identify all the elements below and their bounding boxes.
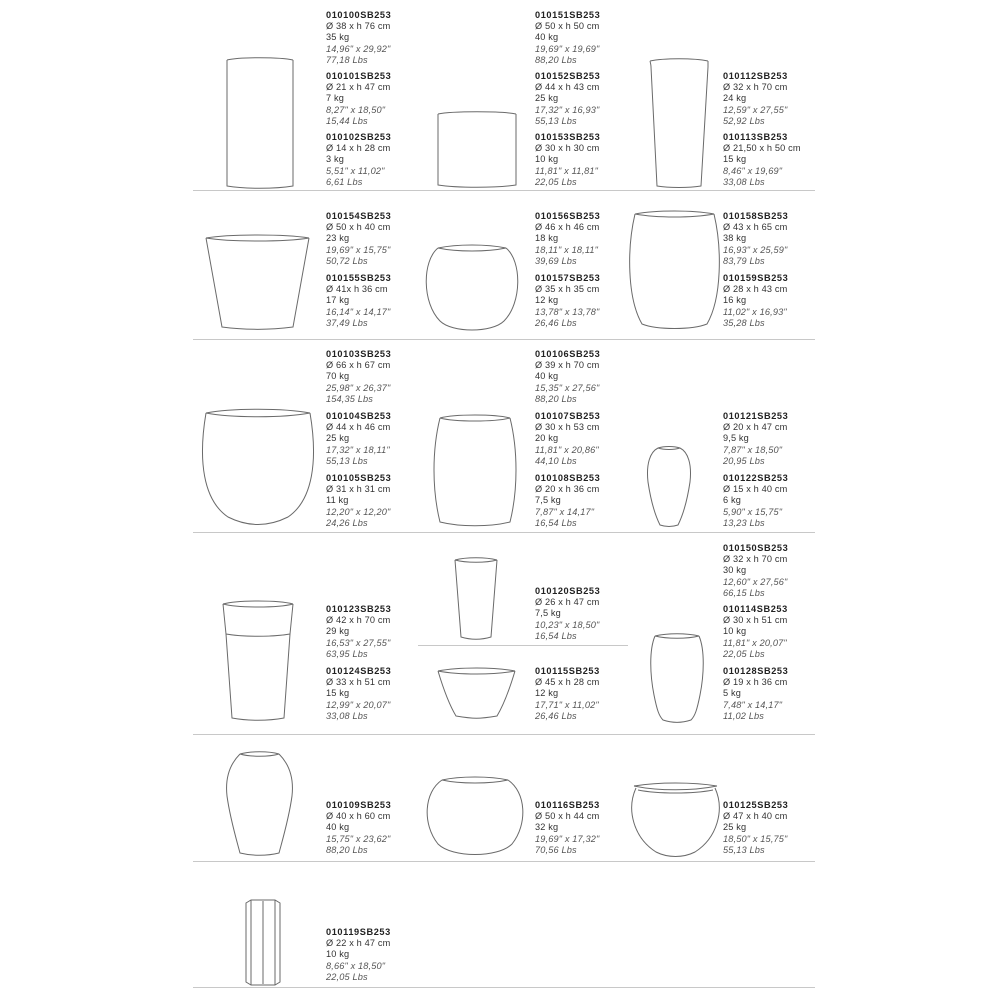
product-code: 010104SB253: [326, 411, 392, 421]
product-inches: 16,93" x 25,59": [723, 244, 788, 255]
product-weight: 12 kg: [535, 688, 559, 699]
product-inches: 8,46" x 19,69": [723, 165, 783, 176]
product-lbs: 6,61 Lbs: [326, 176, 363, 187]
product-code: 010124SB253: [326, 666, 392, 676]
product-weight: 40 kg: [535, 371, 559, 382]
product-inches: 14,96" x 29,92": [326, 43, 391, 54]
product-spec: [723, 273, 788, 329]
product-inches: 13,78" x 13,78": [535, 306, 600, 317]
product-code: 010152SB253: [535, 71, 601, 81]
product-inches: 12,99" x 20,07": [326, 699, 391, 710]
product-dimensions: Ø 45 x h 28 cm: [535, 677, 600, 688]
product-inches: 17,71" x 11,02": [535, 699, 599, 710]
product-inches: 11,81" x 20,86": [535, 444, 599, 455]
product-spec: [535, 132, 600, 188]
product-dimensions: Ø 28 x h 43 cm: [723, 284, 788, 295]
product-lbs: 37,49 Lbs: [326, 317, 368, 328]
product-code: 010113SB253: [723, 132, 788, 142]
product-weight: 32 kg: [535, 822, 559, 833]
product-inches: 15,75" x 23,62": [326, 833, 391, 844]
product-code: 010108SB253: [535, 473, 601, 483]
product-dimensions: Ø 30 x h 51 cm: [723, 615, 788, 626]
product-weight: 40 kg: [326, 822, 350, 833]
urn-vase-illustration: [222, 748, 297, 858]
product-spec: [326, 71, 391, 127]
product-lbs: 154,35 Lbs: [326, 393, 373, 404]
product-code: 010151SB253: [535, 10, 601, 20]
row-divider: [193, 734, 815, 735]
product-lbs: 16,54 Lbs: [535, 630, 577, 641]
product-inches: 17,32" x 16,93": [535, 104, 600, 115]
product-dimensions: Ø 38 x h 76 cm: [326, 21, 391, 32]
product-spec: [723, 666, 788, 722]
product-code: 010156SB253: [535, 211, 601, 221]
product-spec: [326, 273, 391, 329]
product-dimensions: Ø 50 x h 50 cm: [535, 21, 600, 32]
product-weight: 35 kg: [326, 32, 350, 43]
product-spec: [535, 586, 600, 642]
product-spec: [326, 349, 391, 405]
product-lbs: 22,05 Lbs: [326, 971, 368, 982]
product-code: 010120SB253: [535, 586, 601, 596]
product-weight: 24 kg: [723, 93, 747, 104]
product-code: 010158SB253: [723, 211, 789, 221]
product-inches: 11,81" x 20,07": [723, 637, 787, 648]
product-dimensions: Ø 26 x h 47 cm: [535, 597, 600, 608]
product-dimensions: Ø 21 x h 47 cm: [326, 82, 391, 93]
product-dimensions: Ø 35 x h 35 cm: [535, 284, 600, 295]
egg-planter-illustration: [198, 405, 318, 530]
product-spec: [326, 473, 391, 529]
product-spec: [535, 349, 600, 405]
product-inches: 16,53" x 27,55": [326, 637, 391, 648]
product-inches: 5,51" x 11,02": [326, 165, 385, 176]
product-code: 010155SB253: [326, 273, 392, 283]
product-spec: [723, 132, 801, 188]
product-lbs: 39,69 Lbs: [535, 255, 577, 266]
product-dimensions: Ø 50 x h 40 cm: [326, 222, 391, 233]
slim-tapered-vase-illustration: [451, 555, 501, 643]
product-weight: 30 kg: [723, 565, 747, 576]
product-dimensions: Ø 40 x h 60 cm: [326, 811, 391, 822]
product-dimensions: Ø 42 x h 70 cm: [326, 615, 391, 626]
product-code: 010159SB253: [723, 273, 789, 283]
product-code: 010112SB253: [723, 71, 788, 81]
product-dimensions: Ø 31 x h 31 cm: [326, 484, 391, 495]
product-dimensions: Ø 15 x h 40 cm: [723, 484, 788, 495]
product-lbs: 35,28 Lbs: [723, 317, 765, 328]
product-code: 010116SB253: [535, 800, 600, 810]
product-dimensions: Ø 44 x h 43 cm: [535, 82, 600, 93]
product-weight: 10 kg: [326, 949, 350, 960]
product-weight: 3 kg: [326, 154, 344, 165]
product-weight: 7 kg: [326, 93, 344, 104]
product-inches: 19,69" x 15,75": [326, 244, 391, 255]
product-lbs: 26,46 Lbs: [535, 317, 577, 328]
product-spec: [723, 473, 788, 529]
small-urn-vase-illustration: [644, 442, 694, 530]
product-weight: 7,5 kg: [535, 608, 561, 619]
product-spec: [723, 411, 788, 467]
product-inches: 15,35" x 27,56": [535, 382, 600, 393]
product-spec: [535, 411, 600, 467]
product-lbs: 22,05 Lbs: [535, 176, 577, 187]
product-inches: 5,90" x 15,75": [723, 506, 783, 517]
lipped-round-bowl-illustration: [628, 780, 723, 860]
product-lbs: 52,92 Lbs: [723, 115, 765, 126]
product-lbs: 63,95 Lbs: [326, 648, 368, 659]
product-lbs: 77,18 Lbs: [326, 54, 368, 65]
row-divider: [193, 339, 815, 340]
product-weight: 25 kg: [326, 433, 350, 444]
tapered-planter-illustration: [200, 232, 315, 332]
product-dimensions: Ø 20 x h 47 cm: [723, 422, 788, 433]
product-dimensions: Ø 33 x h 51 cm: [326, 677, 391, 688]
product-weight: 6 kg: [723, 495, 741, 506]
product-inches: 18,50" x 15,75": [723, 833, 788, 844]
product-dimensions: Ø 46 x h 46 cm: [535, 222, 600, 233]
sphere-bowl-illustration: [422, 243, 522, 333]
short-cylinder-pot-illustration: [432, 108, 522, 190]
product-lbs: 20,95 Lbs: [723, 455, 765, 466]
product-weight: 18 kg: [535, 233, 559, 244]
product-spec: [535, 666, 600, 722]
product-weight: 29 kg: [326, 626, 350, 637]
product-lbs: 88,20 Lbs: [535, 393, 577, 404]
product-code: 010109SB253: [326, 800, 392, 810]
product-dimensions: Ø 41x h 36 cm: [326, 284, 388, 295]
product-lbs: 26,46 Lbs: [535, 710, 577, 721]
product-inches: 17,32" x 18,11": [326, 444, 390, 455]
product-dimensions: Ø 43 x h 65 cm: [723, 222, 788, 233]
product-inches: 7,48" x 14,17": [723, 699, 783, 710]
product-lbs: 55,13 Lbs: [723, 844, 765, 855]
product-code: 010154SB253: [326, 211, 392, 221]
product-inches: 7,87" x 18,50": [723, 444, 783, 455]
product-code: 010121SB253: [723, 411, 789, 421]
product-inches: 19,69" x 17,32": [535, 833, 600, 844]
product-code: 010125SB253: [723, 800, 789, 810]
product-dimensions: Ø 30 x h 53 cm: [535, 422, 600, 433]
product-code: 010100SB253: [326, 10, 392, 20]
product-weight: 5 kg: [723, 688, 741, 699]
product-dimensions: Ø 21,50 x h 50 cm: [723, 143, 801, 154]
product-dimensions: Ø 19 x h 36 cm: [723, 677, 788, 688]
product-code: 010150SB253: [723, 543, 789, 553]
product-code: 010107SB253: [535, 411, 601, 421]
product-inches: 11,81" x 11,81": [535, 165, 599, 176]
product-inches: 16,14" x 14,17": [326, 306, 391, 317]
product-inches: 10,23" x 18,50": [535, 619, 600, 630]
product-weight: 20 kg: [535, 433, 559, 444]
product-weight: 10 kg: [535, 154, 559, 165]
product-code: 010105SB253: [326, 473, 392, 483]
product-weight: 70 kg: [326, 371, 350, 382]
product-dimensions: Ø 66 x h 67 cm: [326, 360, 391, 371]
product-inches: 12,59" x 27,55": [723, 104, 788, 115]
product-spec: [535, 10, 600, 66]
product-weight: 15 kg: [723, 154, 747, 165]
product-lbs: 66,15 Lbs: [723, 587, 765, 598]
product-inches: 25,98" x 26,37": [326, 382, 391, 393]
product-dimensions: Ø 39 x h 70 cm: [535, 360, 600, 371]
product-lbs: 11,02 Lbs: [723, 710, 765, 721]
product-code: 010128SB253: [723, 666, 789, 676]
product-code: 010123SB253: [326, 604, 392, 614]
product-dimensions: Ø 32 x h 70 cm: [723, 554, 788, 565]
product-inches: 12,20" x 12,20": [326, 506, 391, 517]
product-inches: 18,11" x 18,11": [535, 244, 599, 255]
product-spec: [535, 71, 600, 127]
tall-tapered-vase-illustration: [644, 55, 714, 190]
product-spec: [723, 604, 788, 660]
product-dimensions: Ø 30 x h 30 cm: [535, 143, 600, 154]
product-weight: 10 kg: [723, 626, 747, 637]
product-code: 010153SB253: [535, 132, 601, 142]
product-weight: 25 kg: [535, 93, 559, 104]
product-weight: 25 kg: [723, 822, 747, 833]
product-weight: 15 kg: [326, 688, 350, 699]
product-lbs: 33,08 Lbs: [723, 176, 765, 187]
product-lbs: 24,26 Lbs: [326, 517, 368, 528]
product-spec: [535, 273, 600, 329]
tall-rounded-vase-illustration: [627, 208, 722, 333]
product-spec: [326, 604, 391, 660]
row-divider: [193, 532, 815, 533]
product-spec: [723, 71, 788, 127]
product-lbs: 88,20 Lbs: [326, 844, 368, 855]
small-bowl-illustration: [434, 666, 519, 721]
product-spec: [326, 927, 391, 983]
product-lbs: 83,79 Lbs: [723, 255, 765, 266]
product-lbs: 70,56 Lbs: [535, 844, 577, 855]
product-inches: 19,69" x 19,69": [535, 43, 600, 54]
product-code: 010103SB253: [326, 349, 392, 359]
product-weight: 16 kg: [723, 295, 747, 306]
product-weight: 7,5 kg: [535, 495, 561, 506]
product-spec: [535, 473, 600, 529]
product-spec: [326, 800, 391, 856]
product-dimensions: Ø 47 x h 40 cm: [723, 811, 788, 822]
product-weight: 38 kg: [723, 233, 747, 244]
tall-cylinder-vase-illustration: [220, 55, 300, 190]
product-weight: 23 kg: [326, 233, 350, 244]
product-code: 010115SB253: [535, 666, 600, 676]
product-code: 010157SB253: [535, 273, 601, 283]
product-spec: [535, 800, 600, 856]
product-lbs: 50,72 Lbs: [326, 255, 368, 266]
product-weight: 40 kg: [535, 32, 559, 43]
product-spec: [326, 10, 391, 66]
product-inches: 8,27" x 18,50": [326, 104, 386, 115]
product-spec: [723, 543, 788, 599]
product-inches: 12,60" x 27,56": [723, 576, 788, 587]
product-dimensions: Ø 50 x h 44 cm: [535, 811, 600, 822]
product-lbs: 55,13 Lbs: [535, 115, 577, 126]
product-lbs: 13,23 Lbs: [723, 517, 765, 528]
product-code: 010114SB253: [723, 604, 788, 614]
row-divider: [193, 987, 815, 988]
product-code: 010119SB253: [326, 927, 391, 937]
product-code: 010106SB253: [535, 349, 601, 359]
product-weight: 11 kg: [326, 495, 349, 506]
product-dimensions: Ø 20 x h 36 cm: [535, 484, 600, 495]
row-divider: [193, 190, 815, 191]
medium-rounded-vase-illustration: [647, 630, 707, 725]
product-lbs: 44,10 Lbs: [535, 455, 577, 466]
product-code: 010122SB253: [723, 473, 789, 483]
product-spec: [326, 411, 391, 467]
product-lbs: 88,20 Lbs: [535, 54, 577, 65]
product-inches: 11,02" x 16,93": [723, 306, 787, 317]
product-spec: [723, 211, 788, 267]
product-spec: [326, 666, 391, 722]
product-lbs: 15,44 Lbs: [326, 115, 368, 126]
product-dimensions: Ø 44 x h 46 cm: [326, 422, 391, 433]
product-spec: [535, 211, 600, 267]
product-spec: [326, 132, 391, 188]
product-spec: [723, 800, 788, 856]
banded-tapered-vase-illustration: [218, 598, 298, 723]
octagonal-column-vase-illustration: [243, 898, 283, 988]
product-inches: 8,66" x 18,50": [326, 960, 386, 971]
product-inches: 7,87" x 14,17": [535, 506, 595, 517]
product-dimensions: Ø 14 x h 28 cm: [326, 143, 391, 154]
row-divider: [418, 645, 628, 646]
barrel-vase-illustration: [430, 410, 520, 530]
product-code: 010101SB253: [326, 71, 392, 81]
product-lbs: 22,05 Lbs: [723, 648, 765, 659]
product-spec: [326, 211, 391, 267]
product-code: 010102SB253: [326, 132, 392, 142]
product-weight: 9,5 kg: [723, 433, 749, 444]
large-round-bowl-illustration: [420, 774, 530, 862]
product-weight: 12 kg: [535, 295, 559, 306]
product-lbs: 16,54 Lbs: [535, 517, 577, 528]
product-lbs: 55,13 Lbs: [326, 455, 368, 466]
product-dimensions: Ø 22 x h 47 cm: [326, 938, 391, 949]
product-lbs: 33,08 Lbs: [326, 710, 368, 721]
product-weight: 17 kg: [326, 295, 350, 306]
product-dimensions: Ø 32 x h 70 cm: [723, 82, 788, 93]
